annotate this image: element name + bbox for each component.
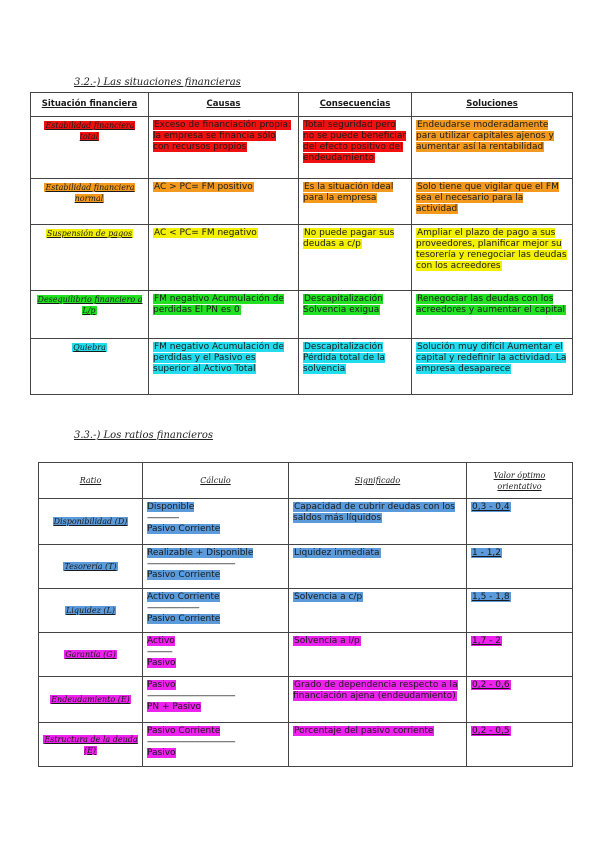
ratios-table	[38, 462, 573, 767]
causes-cell: AC > PC= FM positivo	[149, 179, 299, 225]
ratio-label: Liquidez (L)	[39, 589, 143, 633]
numerator: Pasivo	[147, 680, 176, 690]
table-row	[31, 225, 573, 291]
table-row	[39, 589, 573, 633]
situation-label: Quiebra	[31, 339, 149, 395]
consequences-cell: Descapitalización Pérdida total de la solvencia	[299, 339, 412, 395]
situation-label: Desequilibrio financiero a L/p	[31, 291, 149, 339]
numerator: Pasivo Corriente	[147, 726, 221, 736]
denominator: Pasivo Corriente	[147, 570, 221, 580]
calc-cell	[143, 499, 289, 545]
value-cell: 1 - 1,2	[467, 545, 573, 589]
denominator: Pasivo Corriente	[147, 614, 221, 624]
section-title-ratios: 3.3.-) Los ratios financieros	[74, 430, 213, 441]
meaning-cell: Porcentaje del pasivo corriente	[289, 723, 467, 767]
table-row	[31, 339, 573, 395]
ratio-label: Endeudamiento (E)	[39, 677, 143, 723]
causes-cell: AC < PC= FM negativo	[149, 225, 299, 291]
consequences-cell: Es la situación ideal para la empresa	[299, 179, 412, 225]
fraction-bar: --------------	[147, 513, 179, 523]
ratio-label: Estructura de la deuda (E)	[39, 723, 143, 767]
situation-label: Estabilidad financiera total	[31, 117, 149, 179]
col-header-valor: Valor óptimo orientativo	[467, 463, 573, 499]
meaning-cell: Solvencia a l/p	[289, 633, 467, 677]
table-row	[39, 677, 573, 723]
col-header-consecuencias: Consecuencias	[299, 93, 412, 117]
numerator: Activo Corriente	[147, 592, 220, 602]
numerator: Realizable + Disponible	[147, 548, 254, 558]
section-title-situaciones: 3.2.-) Las situaciones financieras	[74, 77, 241, 88]
consequences-cell: Total seguridad pero no se puede beneficiar del efecto positivo del endeudamiento	[299, 117, 412, 179]
col-header-ratio: Ratio	[39, 463, 143, 499]
situation-label: Estabilidad financiera normal	[31, 179, 149, 225]
solutions-cell: Solo tiene que vigilar que el FM sea el necesario para la actividad	[412, 179, 573, 225]
numerator: Activo	[147, 636, 175, 646]
calc-cell	[143, 677, 289, 723]
consequences-cell: Descapitalización Solvencia exigua	[299, 291, 412, 339]
col-header-significado: Significado	[289, 463, 467, 499]
calc-cell	[143, 589, 289, 633]
solutions-cell: Renegociar las deudas con los acreedores y aumentar el capital	[412, 291, 573, 339]
calc-cell	[143, 633, 289, 677]
solutions-cell: Solución muy difícil Aumentar el capital y redefinir la actividad. La empresa desaparece	[412, 339, 573, 395]
denominator: Pasivo	[147, 658, 176, 668]
meaning-cell: Grado de dependencia respecto a la financiación ajena (endeudamiento)	[289, 677, 467, 723]
causes-cell: Exceso de financiación propia: la empresa se financia sólo con recursos propios	[149, 117, 299, 179]
meaning-cell: Liquidez inmediata	[289, 545, 467, 589]
solutions-cell: Ampliar el plazo de pago a sus proveedores, planificar mejor su tesorería y renegociar las deudas con los acreedores	[412, 225, 573, 291]
col-header-situacion: Situación financiera	[31, 93, 149, 117]
value-cell: 0,3 - 0,4	[467, 499, 573, 545]
col-header-soluciones: Soluciones	[412, 93, 573, 117]
ratio-label: Disponibilidad (D)	[39, 499, 143, 545]
denominator: PN + Pasivo	[147, 702, 201, 712]
calc-cell	[143, 723, 289, 767]
table-header-row	[31, 93, 573, 117]
table-row	[39, 545, 573, 589]
situaciones-table	[30, 92, 573, 395]
ratio-label: Tesorería (T)	[39, 545, 143, 589]
table-row	[39, 633, 573, 677]
numerator: Disponible	[147, 502, 195, 512]
meaning-cell: Capacidad de cubrir deudas con los saldos más líquidos	[289, 499, 467, 545]
meaning-cell: Solvencia a c/p	[289, 589, 467, 633]
value-cell: 1,7 - 2	[467, 633, 573, 677]
fraction-bar: ---------------------------------------	[147, 691, 235, 701]
fraction-bar: ---------------------------------------	[147, 559, 235, 569]
col-header-calculo: Cálculo	[143, 463, 289, 499]
table-header-row	[39, 463, 573, 499]
table-row	[31, 117, 573, 179]
solutions-cell: Endeudarse moderadamente para utilizar capitales ajenos y aumentar así la rentabilidad	[412, 117, 573, 179]
col-header-causas: Causas	[149, 93, 299, 117]
denominator: Pasivo	[147, 748, 176, 758]
ratio-label: Garantía (G)	[39, 633, 143, 677]
value-cell: 0,2 - 0,5	[467, 723, 573, 767]
table-row	[39, 723, 573, 767]
causes-cell: FM negativo Acumulación de perdidas y el Pasivo es superior al Activo Total	[149, 339, 299, 395]
fraction-bar: -----------------------	[147, 603, 199, 613]
situation-label: Suspensión de pagos	[31, 225, 149, 291]
value-cell: 0,2 - 0,6	[467, 677, 573, 723]
fraction-bar: -----------	[147, 647, 172, 657]
fraction-bar: ---------------------------------------	[147, 737, 235, 747]
causes-cell: FM negativo Acumulación de perdidas El PN es 0	[149, 291, 299, 339]
table-row	[31, 179, 573, 225]
table-row	[31, 291, 573, 339]
consequences-cell: No puede pagar sus deudas a c/p	[299, 225, 412, 291]
denominator: Pasivo Corriente	[147, 524, 221, 534]
calc-cell	[143, 545, 289, 589]
value-cell: 1,5 - 1,8	[467, 589, 573, 633]
table-row	[39, 499, 573, 545]
